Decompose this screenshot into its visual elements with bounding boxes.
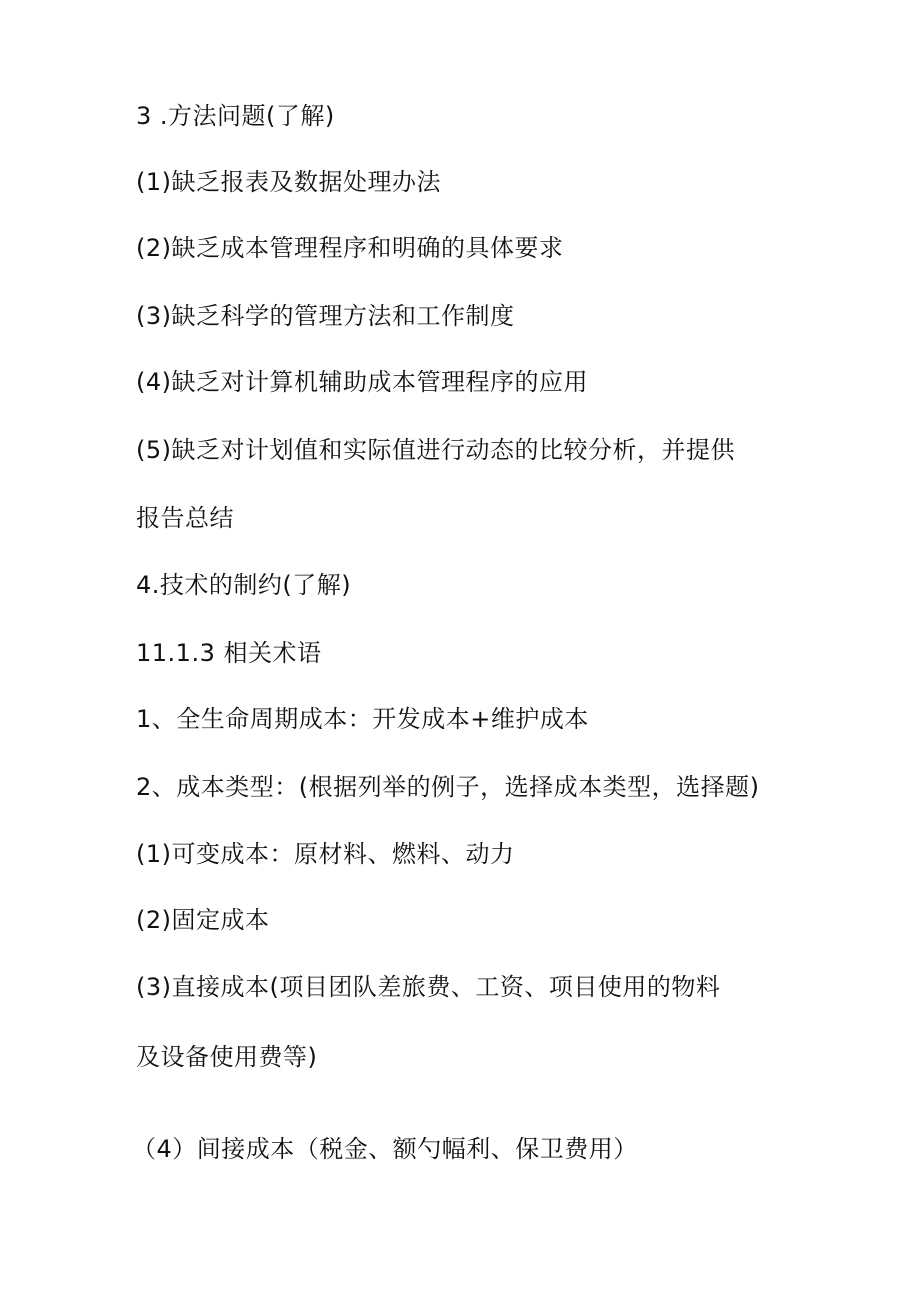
list-item: (1)可变成本：原材料、燃料、动力 <box>136 840 515 868</box>
list-item-continuation: 及设备使用费等) <box>136 1043 318 1071</box>
list-item: (5)缺乏对计划值和实际值进行动态的比较分析，并提供 <box>136 436 735 464</box>
list-item: (3)缺乏科学的管理方法和工作制度 <box>136 302 515 330</box>
list-item-continuation: 报告总结 <box>136 504 234 532</box>
term-item: 1、全生命周期成本：开发成本+维护成本 <box>136 705 589 733</box>
section-heading-method-issues: 3 .方法问题(了解) <box>136 102 335 130</box>
term-item: 2、成本类型：(根据列举的例子，选择成本类型，选择题) <box>136 773 760 801</box>
list-item: (4)缺乏对计算机辅助成本管理程序的应用 <box>136 368 588 396</box>
section-heading-technical-constraints: 4.技术的制约(了解) <box>136 571 352 599</box>
list-item: (1)缺乏报表及数据处理办法 <box>136 168 441 196</box>
list-item: （4）间接成本（税金、额勺幅利、保卫费用） <box>132 1135 638 1163</box>
section-heading-related-terms: 11.1.3 相关术语 <box>136 639 322 667</box>
list-item: (2)固定成本 <box>136 906 270 934</box>
list-item: (2)缺乏成本管理程序和明确的具体要求 <box>136 234 564 262</box>
list-item: (3)直接成本(项目团队差旅费、工资、项目使用的物料 <box>136 973 721 1001</box>
